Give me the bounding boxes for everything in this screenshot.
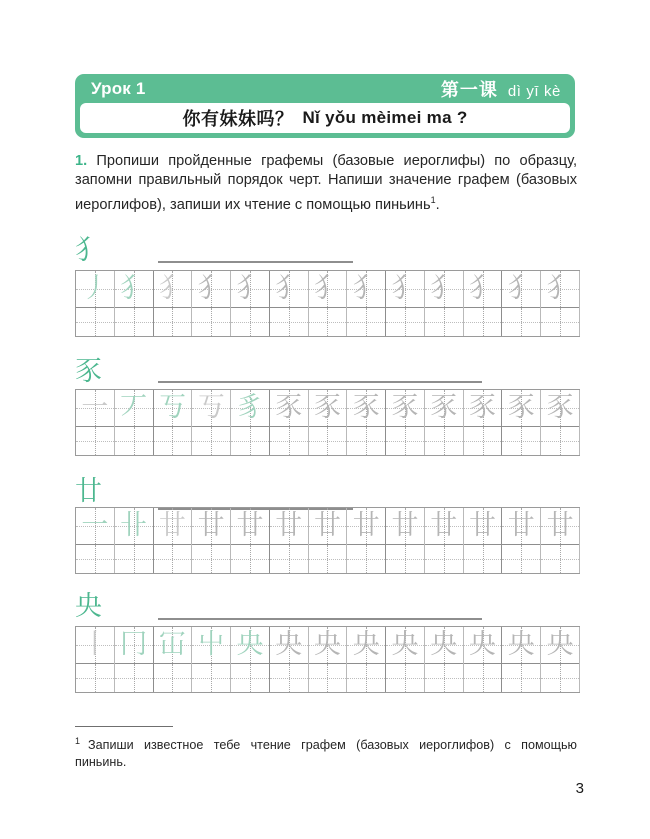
cell-horizontal-guide	[386, 678, 424, 679]
footnote	[75, 726, 577, 770]
lesson-title-pinyin: Nǐ yǒu mèimei ma ?	[302, 108, 468, 127]
practice-cell[interactable]	[386, 627, 425, 692]
practice-cell[interactable]	[464, 627, 503, 692]
cell-horizontal-guide	[386, 559, 424, 560]
practice-glyph: 豕	[313, 392, 341, 423]
practice-cell-blank-row[interactable]	[386, 427, 424, 455]
practice-cell[interactable]	[192, 627, 231, 692]
practice-glyph: 豕	[391, 392, 419, 423]
practice-cell-blank-row[interactable]	[347, 427, 385, 455]
practice-cell-model-row[interactable]	[270, 390, 308, 427]
practice-cell-model-row[interactable]	[464, 390, 502, 427]
practice-cell-model-row[interactable]	[270, 627, 308, 664]
practice-cell[interactable]	[231, 627, 270, 692]
practice-glyph: 卝	[120, 510, 148, 541]
practice-cell-model-row[interactable]	[425, 627, 463, 664]
cell-horizontal-guide	[154, 322, 192, 323]
practice-cell-model-row[interactable]	[270, 508, 308, 545]
practice-section	[75, 355, 580, 456]
cell-horizontal-guide	[192, 441, 230, 442]
practice-cell-model-row[interactable]	[309, 390, 347, 427]
practice-cell-blank-row[interactable]	[502, 545, 540, 573]
practice-cell-blank-row[interactable]	[347, 664, 385, 692]
practice-cell-blank-row[interactable]	[154, 545, 192, 573]
practice-cell-blank-row[interactable]	[541, 427, 579, 455]
practice-cell[interactable]	[425, 390, 464, 455]
practice-cell[interactable]	[115, 508, 154, 573]
practice-cell-model-row[interactable]	[76, 271, 114, 308]
section-header	[75, 355, 580, 389]
practice-cell-model-row[interactable]	[347, 508, 385, 545]
practice-cell[interactable]	[386, 390, 425, 455]
practice-cell[interactable]	[347, 271, 386, 336]
cell-horizontal-guide	[502, 322, 540, 323]
practice-cell-blank-row[interactable]	[386, 308, 424, 336]
practice-cell-blank-row[interactable]	[309, 545, 347, 573]
practice-cell-blank-row[interactable]	[76, 664, 114, 692]
practice-cell[interactable]	[76, 627, 115, 692]
cell-horizontal-guide	[386, 322, 424, 323]
practice-glyph: 廿	[197, 510, 225, 541]
practice-glyph: 廿	[158, 510, 186, 541]
cell-horizontal-guide	[231, 441, 269, 442]
practice-glyph: 犭	[197, 273, 225, 304]
practice-cell[interactable]	[425, 271, 464, 336]
practice-glyph: 廿	[507, 510, 535, 541]
practice-cell-model-row[interactable]	[464, 627, 502, 664]
practice-cell-blank-row[interactable]	[115, 664, 153, 692]
cell-horizontal-guide	[76, 441, 114, 442]
cell-horizontal-guide	[154, 678, 192, 679]
practice-glyph: 央	[391, 629, 419, 660]
practice-cell-blank-row[interactable]	[115, 308, 153, 336]
practice-glyph: 央	[313, 629, 341, 660]
practice-cell-model-row[interactable]	[154, 508, 192, 545]
practice-cell-blank-row[interactable]	[192, 427, 230, 455]
practice-glyph: 丆	[120, 392, 148, 423]
practice-cell[interactable]	[76, 390, 115, 455]
task-period: .	[435, 196, 440, 213]
practice-glyph: 廿	[313, 510, 341, 541]
practice-cell-model-row[interactable]	[154, 271, 192, 308]
practice-cell[interactable]	[347, 627, 386, 692]
practice-glyph: 央	[469, 629, 497, 660]
practice-cell-blank-row[interactable]	[76, 545, 114, 573]
grapheme-model-character: 央	[75, 591, 102, 622]
cell-horizontal-guide	[76, 678, 114, 679]
lesson-number-label: Урок 1	[91, 78, 146, 98]
cell-horizontal-guide	[115, 559, 153, 560]
cell-horizontal-guide	[347, 559, 385, 560]
practice-cell[interactable]	[347, 508, 386, 573]
cell-horizontal-guide	[309, 678, 347, 679]
practice-cell-blank-row[interactable]	[154, 427, 192, 455]
practice-cell[interactable]	[464, 390, 503, 455]
cell-horizontal-guide	[270, 322, 308, 323]
practice-cell-model-row[interactable]	[192, 390, 230, 427]
practice-glyph: 犭	[469, 273, 497, 304]
cell-horizontal-guide	[347, 441, 385, 442]
practice-cell-blank-row[interactable]	[231, 427, 269, 455]
practice-cell[interactable]	[386, 508, 425, 573]
practice-cell[interactable]	[270, 271, 309, 336]
practice-cell-blank-row[interactable]	[541, 308, 579, 336]
practice-glyph: 央	[275, 629, 303, 660]
practice-cell-blank-row[interactable]	[76, 427, 114, 455]
practice-cell-model-row[interactable]	[192, 271, 230, 308]
cell-horizontal-guide	[115, 322, 153, 323]
practice-cell-blank-row[interactable]	[464, 545, 502, 573]
cell-horizontal-guide	[76, 559, 114, 560]
practice-cell-blank-row[interactable]	[464, 427, 502, 455]
practice-cell[interactable]	[541, 627, 580, 692]
practice-glyph: 丂	[158, 392, 186, 423]
practice-cell[interactable]	[541, 271, 580, 336]
cell-horizontal-guide	[192, 678, 230, 679]
practice-cell-blank-row[interactable]	[154, 308, 192, 336]
practice-cell[interactable]	[115, 390, 154, 455]
practice-cell-model-row[interactable]	[231, 508, 269, 545]
practice-glyph: 廿	[546, 510, 574, 541]
practice-glyph: 豕	[507, 392, 535, 423]
practice-cell-blank-row[interactable]	[270, 308, 308, 336]
footnote-marker: 1	[75, 736, 81, 746]
practice-cell-blank-row[interactable]	[386, 664, 424, 692]
cell-horizontal-guide	[464, 441, 502, 442]
practice-glyph: 廿	[391, 510, 419, 541]
practice-cell-blank-row[interactable]	[309, 664, 347, 692]
lesson-pinyin-label: dì yī kè	[507, 82, 561, 100]
practice-glyph: 央	[430, 629, 458, 660]
lesson-title-box	[80, 103, 570, 133]
practice-glyph: 央	[507, 629, 535, 660]
grapheme-model-character: 廿	[75, 476, 102, 507]
practice-cell-model-row[interactable]	[309, 508, 347, 545]
practice-cell-model-row[interactable]	[76, 390, 114, 427]
cell-horizontal-guide	[347, 322, 385, 323]
task-instruction	[75, 152, 577, 215]
cell-horizontal-guide	[541, 559, 579, 560]
practice-cell[interactable]	[502, 508, 541, 573]
practice-cell-blank-row[interactable]	[192, 664, 230, 692]
practice-cell[interactable]	[154, 271, 193, 336]
practice-cell-model-row[interactable]	[309, 271, 347, 308]
practice-section	[75, 236, 580, 337]
practice-cell-model-row[interactable]	[502, 508, 540, 545]
lesson-chinese-label: 第一课	[440, 79, 498, 101]
practice-cell-blank-row[interactable]	[231, 545, 269, 573]
practice-glyph: 廿	[236, 510, 264, 541]
practice-cell-model-row[interactable]	[154, 390, 192, 427]
section-header	[75, 473, 580, 507]
cell-horizontal-guide	[502, 678, 540, 679]
practice-cell-model-row[interactable]	[425, 271, 463, 308]
practice-glyph: 廿	[469, 510, 497, 541]
practice-section	[75, 592, 580, 693]
practice-cell[interactable]	[231, 390, 270, 455]
cell-horizontal-guide	[425, 441, 463, 442]
practice-cell-blank-row[interactable]	[270, 664, 308, 692]
practice-cell-model-row[interactable]	[76, 508, 114, 545]
practice-cell-model-row[interactable]	[541, 390, 579, 427]
practice-cell[interactable]	[231, 271, 270, 336]
practice-glyph: 一	[81, 510, 109, 541]
practice-glyph: 央	[352, 629, 380, 660]
practice-cell-blank-row[interactable]	[231, 664, 269, 692]
practice-glyph: 豕	[469, 392, 497, 423]
practice-cell-model-row[interactable]	[192, 508, 230, 545]
practice-glyph: 犭	[546, 273, 574, 304]
practice-cell-blank-row[interactable]	[425, 545, 463, 573]
practice-cell[interactable]	[154, 390, 193, 455]
cell-horizontal-guide	[115, 441, 153, 442]
practice-glyph: 央	[546, 629, 574, 660]
practice-cell-model-row[interactable]	[502, 271, 540, 308]
practice-cell-blank-row[interactable]	[270, 427, 308, 455]
lesson-title-chinese: 你有妹妹吗？	[182, 109, 294, 130]
practice-glyph: 冂	[120, 629, 148, 660]
practice-cell[interactable]	[502, 627, 541, 692]
practice-glyph: 豕	[352, 392, 380, 423]
stroke-practice-grid	[75, 507, 580, 574]
cell-horizontal-guide	[541, 441, 579, 442]
cell-horizontal-guide	[464, 559, 502, 560]
practice-cell-model-row[interactable]	[425, 508, 463, 545]
practice-cell-model-row[interactable]	[425, 390, 463, 427]
practice-cell[interactable]	[425, 508, 464, 573]
cell-horizontal-guide	[309, 559, 347, 560]
practice-cell[interactable]	[154, 508, 193, 573]
practice-glyph: 豕	[430, 392, 458, 423]
practice-cell-model-row[interactable]	[464, 271, 502, 308]
practice-cell-model-row[interactable]	[386, 271, 424, 308]
practice-glyph: 犭	[352, 273, 380, 304]
practice-cell[interactable]	[541, 508, 580, 573]
practice-cell-blank-row[interactable]	[309, 308, 347, 336]
practice-cell[interactable]	[502, 271, 541, 336]
practice-glyph: 廿	[352, 510, 380, 541]
practice-cell[interactable]	[270, 390, 309, 455]
cell-horizontal-guide	[386, 441, 424, 442]
practice-cell-model-row[interactable]	[192, 627, 230, 664]
meaning-answer-line[interactable]	[158, 261, 353, 263]
practice-cell-model-row[interactable]	[76, 627, 114, 664]
practice-glyph: 犭	[158, 273, 186, 304]
practice-glyph: 犭	[275, 273, 303, 304]
practice-section	[75, 473, 580, 574]
practice-cell-blank-row[interactable]	[464, 664, 502, 692]
cell-horizontal-guide	[270, 559, 308, 560]
practice-cell-blank-row[interactable]	[464, 308, 502, 336]
practice-cell[interactable]	[270, 627, 309, 692]
practice-cell-blank-row[interactable]	[502, 664, 540, 692]
pinyin-answer-line[interactable]	[312, 381, 482, 383]
practice-glyph: 央	[236, 629, 264, 660]
practice-cell-model-row[interactable]	[386, 508, 424, 545]
practice-cell-blank-row[interactable]	[231, 308, 269, 336]
practice-cell[interactable]	[309, 390, 348, 455]
grapheme-model-character: 犭	[75, 235, 102, 266]
cell-horizontal-guide	[425, 678, 463, 679]
practice-cell-blank-row[interactable]	[192, 545, 230, 573]
practice-cell[interactable]	[192, 271, 231, 336]
pinyin-answer-line[interactable]	[312, 618, 482, 620]
practice-cell-model-row[interactable]	[270, 271, 308, 308]
practice-glyph: 屮	[197, 629, 225, 660]
practice-cell-model-row[interactable]	[541, 271, 579, 308]
footnote-reference: 1	[430, 194, 436, 205]
practice-glyph: 犭	[430, 273, 458, 304]
practice-glyph: 犭	[236, 273, 264, 304]
practice-cell-model-row[interactable]	[347, 627, 385, 664]
practice-glyph: 丨	[81, 629, 109, 660]
footnote-rule	[75, 726, 173, 727]
practice-cell[interactable]	[270, 508, 309, 573]
cell-horizontal-guide	[231, 678, 269, 679]
lesson-header-top-row	[75, 74, 575, 103]
grapheme-model-character: 豕	[75, 356, 102, 387]
cell-horizontal-guide	[425, 322, 463, 323]
practice-cell-model-row[interactable]	[541, 627, 579, 664]
practice-cell[interactable]	[309, 627, 348, 692]
practice-cell[interactable]	[76, 508, 115, 573]
cell-horizontal-guide	[270, 441, 308, 442]
cell-horizontal-guide	[154, 559, 192, 560]
practice-cell-blank-row[interactable]	[386, 545, 424, 573]
cell-horizontal-guide	[76, 322, 114, 323]
practice-glyph: 豸	[236, 392, 264, 423]
page-number: 3	[575, 780, 584, 797]
practice-cell[interactable]	[425, 627, 464, 692]
practice-glyph: 丿	[81, 273, 109, 304]
task-text: Пропиши пройденные графемы (базовые иероглифы) по образцу, запомни правильный порядок черт. Напиши значение графем (базовых иероглифов), запиши их чтение с помощью пиньинь	[75, 153, 577, 213]
stroke-practice-grid	[75, 270, 580, 337]
stroke-practice-grid	[75, 626, 580, 693]
cell-horizontal-guide	[541, 678, 579, 679]
practice-cell-model-row[interactable]	[347, 271, 385, 308]
lesson-header	[75, 74, 575, 138]
practice-cell[interactable]	[386, 271, 425, 336]
practice-cell-model-row[interactable]	[154, 627, 192, 664]
practice-cell-model-row[interactable]	[541, 508, 579, 545]
cell-horizontal-guide	[502, 441, 540, 442]
practice-cell-blank-row[interactable]	[115, 427, 153, 455]
footnote-text: Запиши известное тебе чтение графем (базовых иероглифов) с помощью пиньинь.	[75, 738, 577, 769]
cell-horizontal-guide	[192, 322, 230, 323]
practice-cell[interactable]	[309, 508, 348, 573]
practice-glyph: 丂	[197, 392, 225, 423]
practice-glyph: 犭	[313, 273, 341, 304]
practice-glyph: 廿	[430, 510, 458, 541]
practice-cell[interactable]	[115, 627, 154, 692]
cell-horizontal-guide	[231, 559, 269, 560]
practice-cell-model-row[interactable]	[386, 627, 424, 664]
practice-cell[interactable]	[541, 390, 580, 455]
practice-cell-blank-row[interactable]	[425, 664, 463, 692]
cell-horizontal-guide	[154, 441, 192, 442]
section-header	[75, 592, 580, 626]
practice-cell-blank-row[interactable]	[154, 664, 192, 692]
practice-cell-model-row[interactable]	[502, 627, 540, 664]
practice-cell-model-row[interactable]	[347, 390, 385, 427]
cell-horizontal-guide	[309, 322, 347, 323]
practice-cell-blank-row[interactable]	[502, 308, 540, 336]
cell-horizontal-guide	[541, 322, 579, 323]
practice-cell-blank-row[interactable]	[347, 545, 385, 573]
practice-cell-blank-row[interactable]	[270, 545, 308, 573]
practice-glyph: 犭	[507, 273, 535, 304]
stroke-practice-grid	[75, 389, 580, 456]
practice-glyph: 犭	[120, 273, 148, 304]
practice-cell-blank-row[interactable]	[425, 427, 463, 455]
cell-horizontal-guide	[115, 678, 153, 679]
practice-cell[interactable]	[464, 508, 503, 573]
cell-horizontal-guide	[309, 441, 347, 442]
practice-cell-model-row[interactable]	[502, 390, 540, 427]
practice-cell[interactable]	[464, 271, 503, 336]
practice-cell[interactable]	[347, 390, 386, 455]
cell-horizontal-guide	[502, 559, 540, 560]
cell-horizontal-guide	[231, 322, 269, 323]
practice-cell[interactable]	[309, 271, 348, 336]
practice-cell-blank-row[interactable]	[76, 308, 114, 336]
practice-glyph: 廿	[275, 510, 303, 541]
practice-cell[interactable]	[192, 508, 231, 573]
cell-horizontal-guide	[464, 678, 502, 679]
practice-cell[interactable]	[192, 390, 231, 455]
practice-cell[interactable]	[231, 508, 270, 573]
practice-cell-blank-row[interactable]	[502, 427, 540, 455]
practice-cell[interactable]	[502, 390, 541, 455]
practice-cell-model-row[interactable]	[231, 627, 269, 664]
practice-cell-model-row[interactable]	[386, 390, 424, 427]
practice-cell-blank-row[interactable]	[309, 427, 347, 455]
practice-cell-blank-row[interactable]	[541, 545, 579, 573]
practice-cell-model-row[interactable]	[115, 508, 153, 545]
practice-cell[interactable]	[154, 627, 193, 692]
practice-cell[interactable]	[115, 271, 154, 336]
footnote-body	[75, 733, 577, 770]
cell-horizontal-guide	[464, 322, 502, 323]
practice-cell-model-row[interactable]	[115, 271, 153, 308]
practice-glyph: 一	[81, 392, 109, 423]
cell-horizontal-guide	[192, 559, 230, 560]
cell-horizontal-guide	[425, 559, 463, 560]
practice-cell-blank-row[interactable]	[115, 545, 153, 573]
practice-cell-model-row[interactable]	[309, 627, 347, 664]
practice-cell-blank-row[interactable]	[347, 308, 385, 336]
section-header	[75, 236, 580, 270]
practice-glyph: 冚	[158, 629, 186, 660]
lesson-chinese-group	[441, 76, 561, 102]
practice-glyph: 豕	[275, 392, 303, 423]
practice-glyph: 犭	[391, 273, 419, 304]
practice-cell-model-row[interactable]	[464, 508, 502, 545]
cell-horizontal-guide	[347, 678, 385, 679]
practice-cell-model-row[interactable]	[231, 271, 269, 308]
practice-cell-blank-row[interactable]	[192, 308, 230, 336]
task-number: 1.	[75, 153, 88, 169]
practice-cell-blank-row[interactable]	[425, 308, 463, 336]
cell-horizontal-guide	[270, 678, 308, 679]
practice-cell-blank-row[interactable]	[541, 664, 579, 692]
practice-cell-model-row[interactable]	[231, 390, 269, 427]
practice-cell[interactable]	[76, 271, 115, 336]
practice-glyph: 豕	[546, 392, 574, 423]
practice-cell-model-row[interactable]	[115, 390, 153, 427]
practice-cell-model-row[interactable]	[115, 627, 153, 664]
